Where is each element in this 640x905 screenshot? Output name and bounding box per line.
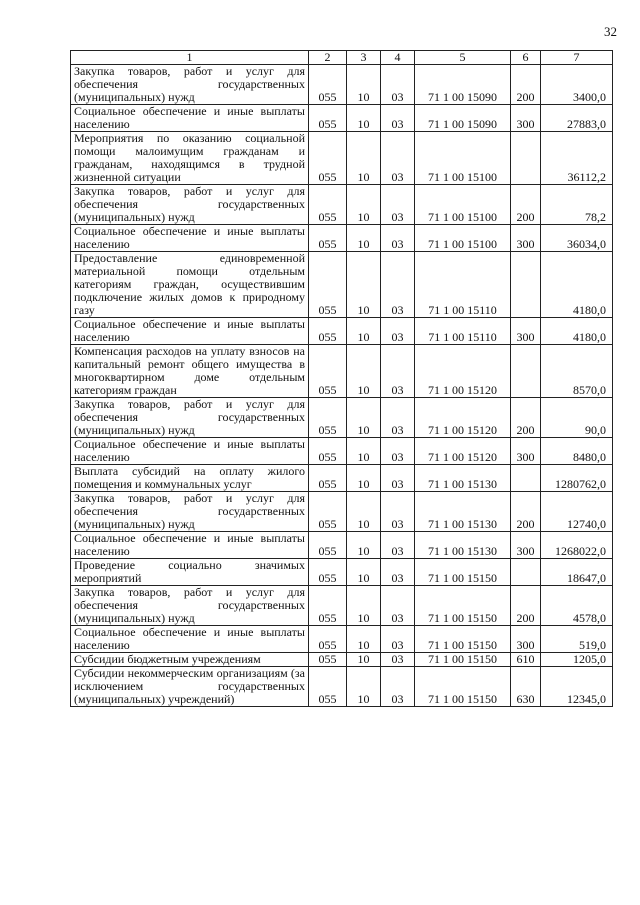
target-code: 71 1 00 15150 [415, 667, 511, 707]
target-code: 71 1 00 15110 [415, 252, 511, 318]
target-code: 71 1 00 15090 [415, 65, 511, 105]
subsection-code: 03 [381, 318, 415, 345]
table-row [71, 465, 613, 492]
section-code: 10 [347, 667, 381, 707]
expense-type-code: 630 [511, 667, 541, 707]
amount: 78,2 [541, 185, 613, 225]
table-row [71, 626, 613, 653]
target-code: 71 1 00 15130 [415, 532, 511, 559]
subsection-code: 03 [381, 653, 415, 667]
target-code: 71 1 00 15150 [415, 626, 511, 653]
item-name: Закупка товаров, работ и услуг для обеспечения государственных (муниципальных) нужд [71, 185, 309, 225]
table-row [71, 653, 613, 667]
item-name: Проведение социально значимых мероприятий [71, 559, 309, 586]
table-row [71, 225, 613, 252]
section-code: 10 [347, 225, 381, 252]
column-header: 4 [381, 51, 415, 65]
subsection-code: 03 [381, 667, 415, 707]
table-row [71, 667, 613, 707]
target-code: 71 1 00 15120 [415, 345, 511, 398]
table-row [71, 559, 613, 586]
table-row [71, 345, 613, 398]
expense-type-code: 200 [511, 65, 541, 105]
admin-code: 055 [309, 318, 347, 345]
target-code: 71 1 00 15100 [415, 225, 511, 252]
item-name: Социальное обеспечение и иные выплаты населению [71, 626, 309, 653]
column-header: 6 [511, 51, 541, 65]
admin-code: 055 [309, 492, 347, 532]
page-number: 32 [604, 24, 617, 39]
expense-type-code: 300 [511, 438, 541, 465]
section-code: 10 [347, 586, 381, 626]
subsection-code: 03 [381, 586, 415, 626]
admin-code: 055 [309, 653, 347, 667]
table-row [71, 532, 613, 559]
expense-type-code: 300 [511, 225, 541, 252]
admin-code: 055 [309, 65, 347, 105]
section-code: 10 [347, 465, 381, 492]
admin-code: 055 [309, 667, 347, 707]
admin-code: 055 [309, 345, 347, 398]
admin-code: 055 [309, 132, 347, 185]
expense-type-code: 610 [511, 653, 541, 667]
subsection-code: 03 [381, 465, 415, 492]
expense-type-code: 200 [511, 492, 541, 532]
item-name: Социальное обеспечение и иные выплаты населению [71, 318, 309, 345]
target-code: 71 1 00 15150 [415, 586, 511, 626]
section-code: 10 [347, 185, 381, 225]
table-row [71, 318, 613, 345]
target-code: 71 1 00 15120 [415, 438, 511, 465]
section-code: 10 [347, 438, 381, 465]
target-code: 71 1 00 15110 [415, 318, 511, 345]
amount: 4180,0 [541, 252, 613, 318]
column-header: 7 [541, 51, 613, 65]
expense-type-code: 200 [511, 398, 541, 438]
section-code: 10 [347, 532, 381, 559]
table-row [71, 132, 613, 185]
section-code: 10 [347, 626, 381, 653]
item-name: Закупка товаров, работ и услуг для обеспечения государственных (муниципальных) нужд [71, 586, 309, 626]
expense-type-code: 200 [511, 586, 541, 626]
expense-type-code [511, 345, 541, 398]
subsection-code: 03 [381, 132, 415, 185]
column-header: 1 [71, 51, 309, 65]
item-name: Мероприятия по оказанию социальной помощи малоимущим гражданам и гражданам, находящимся в трудной жизненной ситуации [71, 132, 309, 185]
section-code: 10 [347, 492, 381, 532]
target-code: 71 1 00 15150 [415, 559, 511, 586]
target-code: 71 1 00 15150 [415, 653, 511, 667]
amount: 27883,0 [541, 105, 613, 132]
target-code: 71 1 00 15120 [415, 398, 511, 438]
admin-code: 055 [309, 225, 347, 252]
column-header: 5 [415, 51, 511, 65]
table-row [71, 438, 613, 465]
item-name: Субсидии некоммерческим организациям (за исключением государственных (муниципальных) учреждений) [71, 667, 309, 707]
section-code: 10 [347, 345, 381, 398]
item-name: Субсидии бюджетным учреждениям [71, 653, 309, 667]
amount: 90,0 [541, 398, 613, 438]
subsection-code: 03 [381, 105, 415, 132]
section-code: 10 [347, 132, 381, 185]
expense-type-code [511, 465, 541, 492]
admin-code: 055 [309, 185, 347, 225]
item-name: Социальное обеспечение и иные выплаты населению [71, 532, 309, 559]
target-code: 71 1 00 15090 [415, 105, 511, 132]
amount: 1268022,0 [541, 532, 613, 559]
target-code: 71 1 00 15130 [415, 465, 511, 492]
amount: 1280762,0 [541, 465, 613, 492]
admin-code: 055 [309, 465, 347, 492]
section-code: 10 [347, 398, 381, 438]
amount: 3400,0 [541, 65, 613, 105]
subsection-code: 03 [381, 252, 415, 318]
expense-type-code: 300 [511, 105, 541, 132]
expense-type-code: 300 [511, 318, 541, 345]
admin-code: 055 [309, 252, 347, 318]
amount: 36112,2 [541, 132, 613, 185]
subsection-code: 03 [381, 626, 415, 653]
column-header: 3 [347, 51, 381, 65]
item-name: Выплата субсидий на оплату жилого помещения и коммунальных услуг [71, 465, 309, 492]
table-row [71, 398, 613, 438]
expense-type-code: 300 [511, 626, 541, 653]
amount: 12345,0 [541, 667, 613, 707]
subsection-code: 03 [381, 345, 415, 398]
subsection-code: 03 [381, 225, 415, 252]
item-name: Закупка товаров, работ и услуг для обеспечения государственных (муниципальных) нужд [71, 65, 309, 105]
amount: 4180,0 [541, 318, 613, 345]
admin-code: 055 [309, 105, 347, 132]
expense-type-code: 200 [511, 185, 541, 225]
table-row [71, 492, 613, 532]
item-name: Социальное обеспечение и иные выплаты населению [71, 105, 309, 132]
table-header-row [71, 51, 613, 65]
subsection-code: 03 [381, 532, 415, 559]
item-name: Предоставление единовременной материальной помощи отдельным категориям граждан, осуществившим подключение жилых домов к природному газу [71, 252, 309, 318]
column-header: 2 [309, 51, 347, 65]
expense-type-code [511, 559, 541, 586]
table-row [71, 252, 613, 318]
admin-code: 055 [309, 626, 347, 653]
target-code: 71 1 00 15100 [415, 185, 511, 225]
target-code: 71 1 00 15130 [415, 492, 511, 532]
item-name: Социальное обеспечение и иные выплаты населению [71, 225, 309, 252]
target-code: 71 1 00 15100 [415, 132, 511, 185]
amount: 1205,0 [541, 653, 613, 667]
expense-type-code [511, 132, 541, 185]
admin-code: 055 [309, 586, 347, 626]
item-name: Закупка товаров, работ и услуг для обеспечения государственных (муниципальных) нужд [71, 492, 309, 532]
amount: 12740,0 [541, 492, 613, 532]
amount: 4578,0 [541, 586, 613, 626]
subsection-code: 03 [381, 492, 415, 532]
expense-type-code: 300 [511, 532, 541, 559]
subsection-code: 03 [381, 185, 415, 225]
expense-type-code [511, 252, 541, 318]
section-code: 10 [347, 653, 381, 667]
subsection-code: 03 [381, 438, 415, 465]
amount: 36034,0 [541, 225, 613, 252]
subsection-code: 03 [381, 65, 415, 105]
subsection-code: 03 [381, 559, 415, 586]
section-code: 10 [347, 105, 381, 132]
item-name: Закупка товаров, работ и услуг для обеспечения государственных (муниципальных) нужд [71, 398, 309, 438]
section-code: 10 [347, 559, 381, 586]
table-row [71, 65, 613, 105]
item-name: Социальное обеспечение и иные выплаты населению [71, 438, 309, 465]
section-code: 10 [347, 252, 381, 318]
table-row [71, 586, 613, 626]
section-code: 10 [347, 318, 381, 345]
amount: 18647,0 [541, 559, 613, 586]
item-name: Компенсация расходов на уплату взносов на капитальный ремонт общего имущества в многоквартирном доме отдельным категориям граждан [71, 345, 309, 398]
amount: 519,0 [541, 626, 613, 653]
admin-code: 055 [309, 559, 347, 586]
admin-code: 055 [309, 398, 347, 438]
amount: 8480,0 [541, 438, 613, 465]
table-row [71, 105, 613, 132]
subsection-code: 03 [381, 398, 415, 438]
budget-table [70, 50, 613, 707]
amount: 8570,0 [541, 345, 613, 398]
section-code: 10 [347, 65, 381, 105]
admin-code: 055 [309, 438, 347, 465]
table-row [71, 185, 613, 225]
admin-code: 055 [309, 532, 347, 559]
